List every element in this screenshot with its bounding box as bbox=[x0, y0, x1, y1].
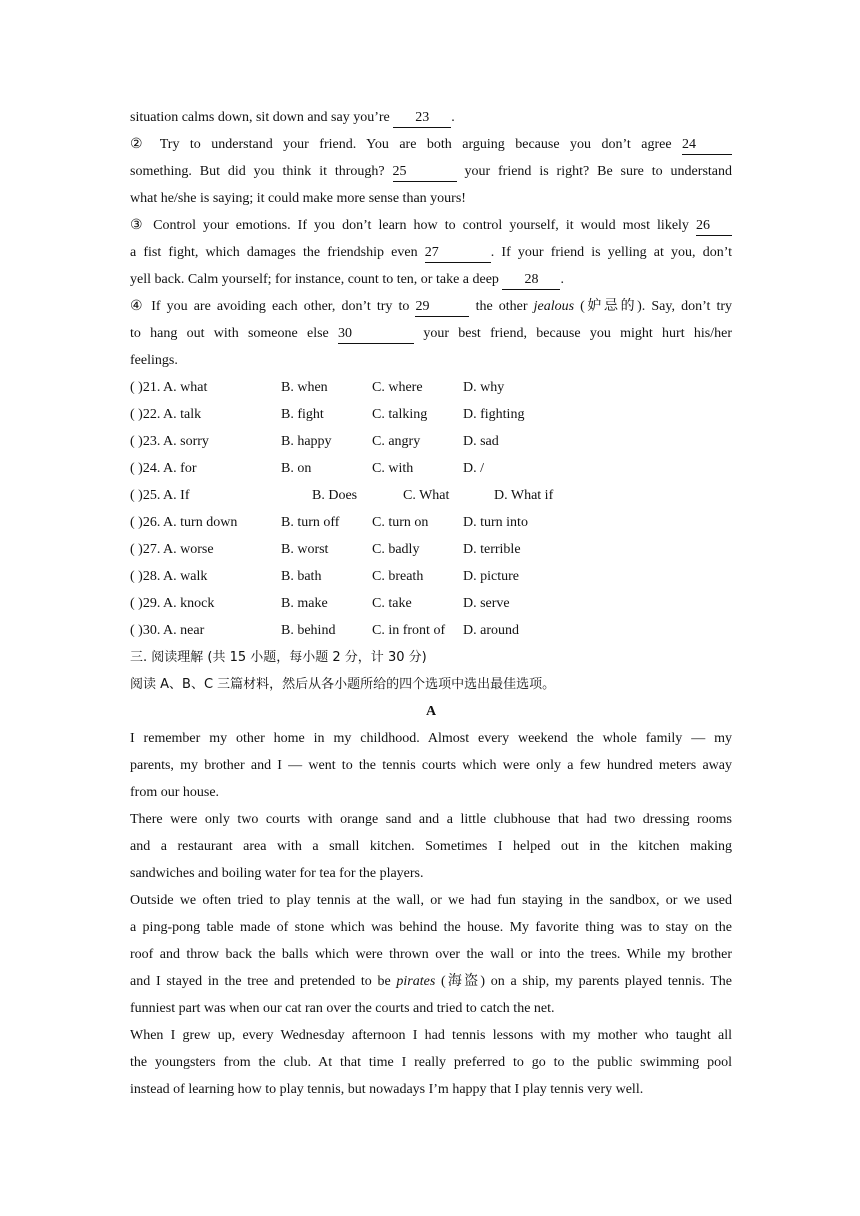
option-b[interactable]: B. turn off bbox=[281, 515, 340, 530]
text: the other bbox=[469, 299, 534, 314]
text: to hang out with someone else bbox=[130, 326, 339, 341]
option-d[interactable]: D. fighting bbox=[463, 407, 525, 422]
passage-line: parents, my brother and I — went to the tennis courts which were only a few hundred meters away bbox=[130, 758, 732, 773]
text: your friend is right? Be sure to understand bbox=[456, 164, 732, 179]
passage-line: Outside we often tried to play tennis at the wall, or we had fun staying in the sandbox, or we used bbox=[130, 893, 732, 908]
text: yell back. Calm yourself; for instance, count to ten, or take a deep bbox=[130, 272, 503, 287]
passage-line: from our house. bbox=[130, 785, 220, 800]
blank-28[interactable]: 28 bbox=[502, 271, 560, 290]
option-c[interactable]: C. badly bbox=[372, 542, 420, 557]
option-b[interactable]: B. on bbox=[281, 461, 312, 476]
blank-29[interactable]: 29 bbox=[415, 298, 469, 317]
option-d[interactable]: D. around bbox=[463, 623, 519, 638]
option-d[interactable]: D. why bbox=[463, 380, 505, 395]
passage-line: and a restaurant area with a small kitchen. Sometimes I helped out in the kitchen making bbox=[130, 839, 732, 854]
passage-line: roof and throw back the balls which were thrown over the wall or into the trees. While my brother bbox=[130, 947, 732, 962]
option-b[interactable]: B. happy bbox=[281, 434, 332, 449]
option-row-25 bbox=[130, 482, 732, 509]
option-row-29 bbox=[130, 590, 732, 617]
passage-line bbox=[130, 104, 732, 131]
option-a[interactable]: ( )23. A. sorry bbox=[130, 434, 209, 449]
option-b[interactable]: B. make bbox=[281, 596, 328, 611]
text: (妒忌的). Say, don’t try bbox=[574, 299, 733, 314]
passage-label: A bbox=[425, 704, 437, 719]
option-b[interactable]: B. Does bbox=[312, 488, 358, 503]
text: and I stayed in the tree and pretended to be bbox=[130, 974, 397, 989]
option-c[interactable]: C. where bbox=[372, 380, 423, 395]
passage-line: instead of learning how to play tennis, but nowadays I’m happy that I play tennis very well. bbox=[130, 1082, 644, 1097]
option-a[interactable]: ( )29. A. knock bbox=[130, 596, 215, 611]
option-b[interactable]: B. worst bbox=[281, 542, 329, 557]
option-a[interactable]: ( )26. A. turn down bbox=[130, 515, 238, 530]
text: . bbox=[451, 110, 455, 125]
option-a[interactable]: ( )21. A. what bbox=[130, 380, 208, 395]
text: . If your friend is yelling at you, don’t bbox=[490, 245, 732, 260]
option-row-22 bbox=[130, 401, 732, 428]
text: a fist fight, which damages the friendship even bbox=[130, 245, 425, 260]
section-heading: 三. 阅读理解 (共 15 小题，每小题 2 分，计 30 分) bbox=[130, 650, 427, 665]
option-d[interactable]: D. serve bbox=[463, 596, 510, 611]
passage-line: a ping-pong table made of stone which was behind the house. My favorite thing was to stay on the bbox=[130, 920, 732, 935]
text: your best friend, because you might hurt his/her bbox=[414, 326, 732, 341]
passage-line bbox=[130, 158, 732, 185]
option-d[interactable]: D. picture bbox=[463, 569, 519, 584]
option-b[interactable]: B. when bbox=[281, 380, 328, 395]
option-d[interactable]: D. / bbox=[463, 461, 484, 476]
option-row-24 bbox=[130, 455, 732, 482]
passage-a bbox=[130, 725, 732, 1103]
option-d[interactable]: D. terrible bbox=[463, 542, 521, 557]
passage-line bbox=[130, 212, 732, 239]
option-a[interactable]: ( )28. A. walk bbox=[130, 569, 208, 584]
blank-23[interactable]: 23 bbox=[393, 109, 451, 128]
option-b[interactable]: B. bath bbox=[281, 569, 322, 584]
passage-line: I remember my other home in my childhood. Almost every weekend the whole family — my bbox=[130, 731, 732, 746]
text: ② Try to understand your friend. You are both arguing because you don’t agree bbox=[130, 137, 682, 152]
option-a[interactable]: ( )30. A. near bbox=[130, 623, 205, 638]
passage-line: feelings. bbox=[130, 353, 178, 368]
text: ④ If you are avoiding each other, don’t try to bbox=[130, 299, 416, 314]
passage-line bbox=[130, 293, 732, 320]
option-c[interactable]: C. turn on bbox=[372, 515, 429, 530]
option-c[interactable]: C. with bbox=[372, 461, 414, 476]
option-a[interactable]: ( )22. A. talk bbox=[130, 407, 202, 422]
option-row-26 bbox=[130, 509, 732, 536]
option-c[interactable]: C. breath bbox=[372, 569, 424, 584]
blank-26[interactable]: 26 bbox=[696, 217, 732, 236]
option-row-30 bbox=[130, 617, 732, 644]
option-c[interactable]: C. What bbox=[403, 488, 450, 503]
passage-line bbox=[130, 131, 732, 158]
blank-25[interactable]: 25 bbox=[393, 163, 457, 182]
option-c[interactable]: C. take bbox=[372, 596, 412, 611]
blank-24[interactable]: 24 bbox=[682, 136, 732, 155]
option-c[interactable]: C. angry bbox=[372, 434, 421, 449]
section-instruction: 阅读 A、B、C 三篇材料，然后从各小题所给的四个选项中选出最佳选项。 bbox=[130, 677, 556, 692]
option-row-21 bbox=[130, 374, 732, 401]
passage-line bbox=[130, 968, 732, 995]
option-b[interactable]: B. behind bbox=[281, 623, 336, 638]
text: . bbox=[560, 272, 564, 287]
options-list bbox=[130, 374, 732, 644]
text: something. But did you think it through? bbox=[130, 164, 393, 179]
option-c[interactable]: C. talking bbox=[372, 407, 428, 422]
option-d[interactable]: D. turn into bbox=[463, 515, 528, 530]
option-a[interactable]: ( )24. A. for bbox=[130, 461, 197, 476]
option-row-28 bbox=[130, 563, 732, 590]
option-d[interactable]: D. sad bbox=[463, 434, 499, 449]
italic-word: pirates bbox=[396, 974, 436, 989]
passage-line bbox=[130, 239, 732, 266]
passage-line: the youngsters from the club. At that time I really preferred to go to the public swimming pool bbox=[130, 1055, 732, 1070]
passage-line: When I grew up, every Wednesday afternoon I had tennis lessons with my mother who taught all bbox=[130, 1028, 732, 1043]
text: ③ Control your emotions. If you don’t learn how to control yourself, it would most likely bbox=[130, 218, 696, 233]
option-c[interactable]: C. in front of bbox=[372, 623, 446, 638]
option-d[interactable]: D. What if bbox=[494, 488, 554, 503]
passage-line: sandwiches and boiling water for tea for the players. bbox=[130, 866, 424, 881]
passage-line: what he/she is saying; it could make more sense than yours! bbox=[130, 191, 466, 206]
text: situation calms down, sit down and say you’re bbox=[130, 110, 394, 125]
option-row-23 bbox=[130, 428, 732, 455]
option-b[interactable]: B. fight bbox=[281, 407, 324, 422]
italic-word: jealous bbox=[533, 299, 575, 314]
text: (海盗) on a ship, my parents played tennis. The bbox=[435, 974, 732, 989]
document-page bbox=[130, 104, 732, 1103]
option-row-27 bbox=[130, 536, 732, 563]
passage-line bbox=[130, 266, 732, 293]
blank-27[interactable]: 27 bbox=[425, 244, 491, 263]
passage-line: funniest part was when our cat ran over the courts and tried to catch the net. bbox=[130, 1001, 555, 1016]
option-a[interactable]: ( )25. A. If bbox=[130, 488, 190, 503]
passage-line bbox=[130, 320, 732, 347]
blank-30[interactable]: 30 bbox=[338, 325, 414, 344]
passage-line: There were only two courts with orange sand and a little clubhouse that had two dressing rooms bbox=[130, 812, 732, 827]
option-a[interactable]: ( )27. A. worse bbox=[130, 542, 214, 557]
